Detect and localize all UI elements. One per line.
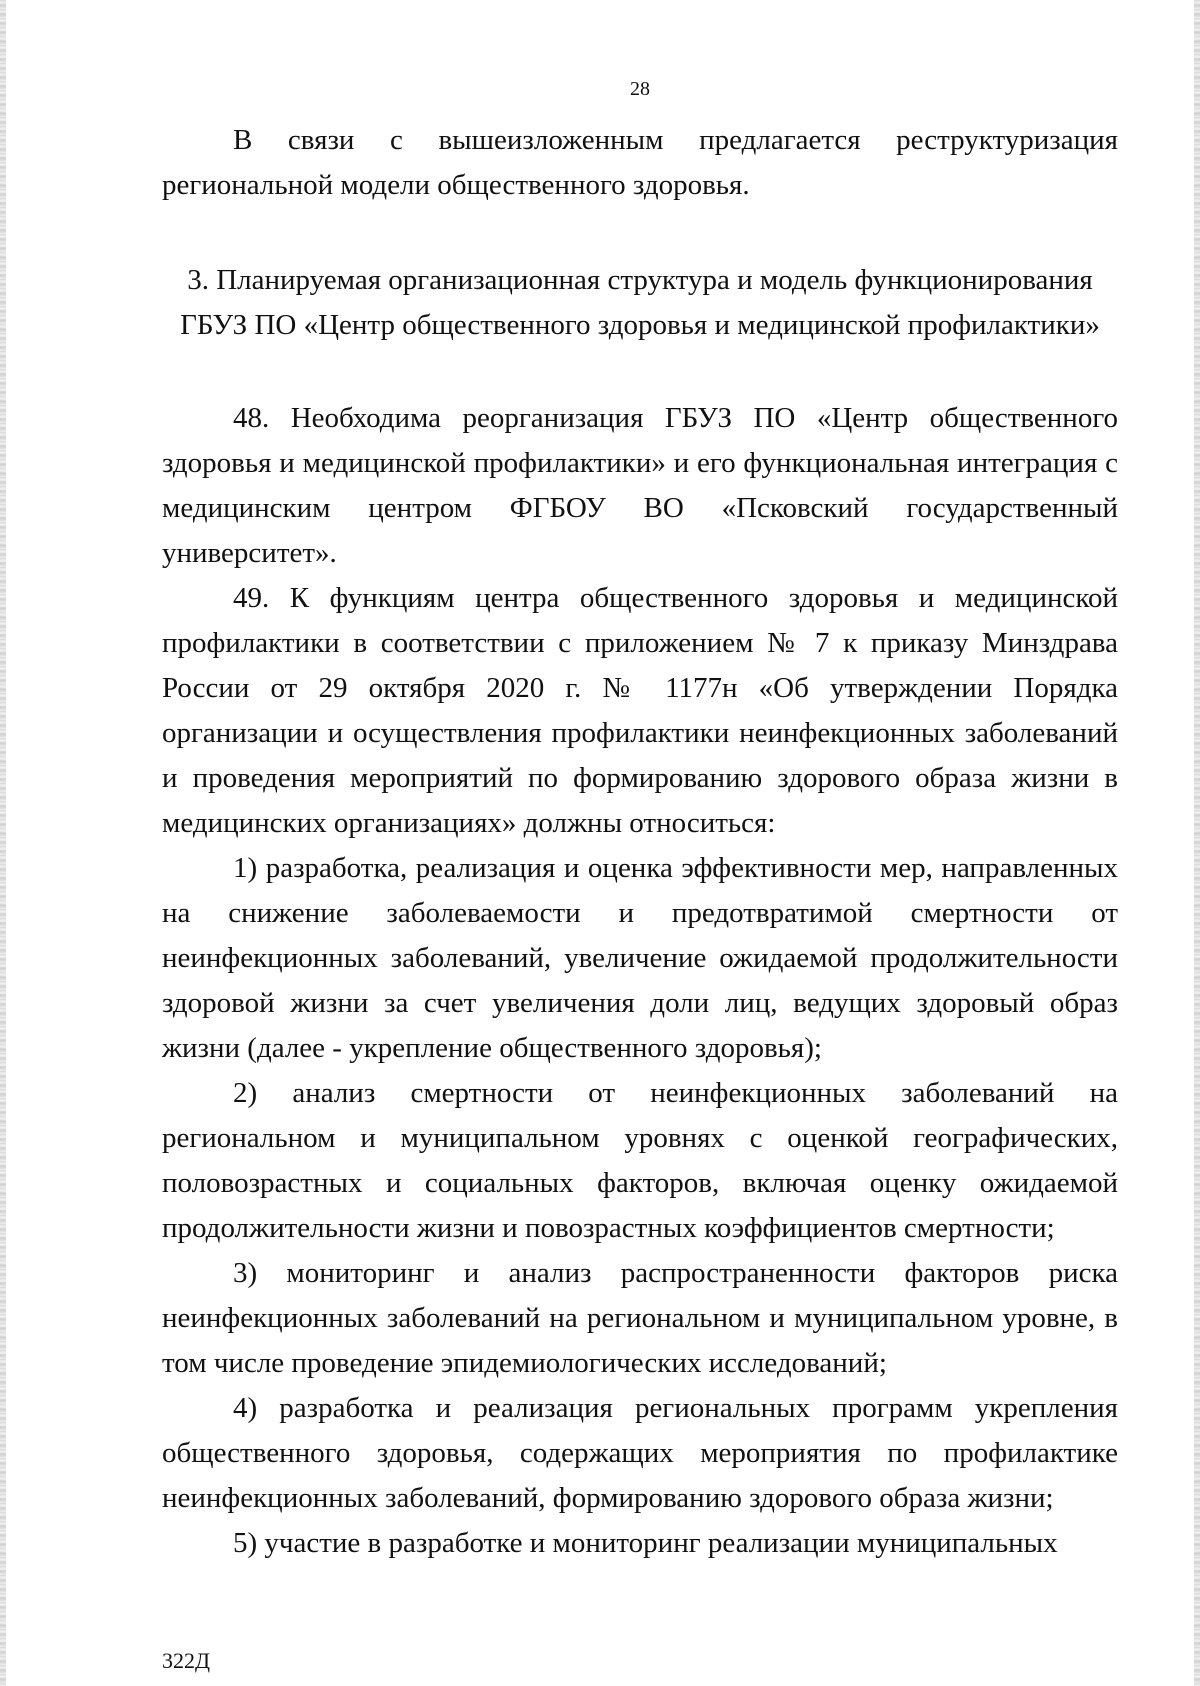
- list-item-2: 2) анализ смертности от неинфекционных заболеваний на региональном и муниципальном уровнях с оценкой географических, половозрастных и социальных факторов, включая оценку ожидаемой продолжительности жизни и повозрастных коэффициентов смертности;: [162, 1077, 1118, 1244]
- document-body: [162, 118, 1118, 1566]
- paragraph-48: 48. Необходима реорганизация ГБУЗ ПО «Центр общественного здоровья и медицинской профилактики» и его функциональная интеграция с медицинским центром ФГБОУ ВО «Псковский государственный университет».: [162, 402, 1118, 569]
- document-code: 322Д: [162, 1648, 211, 1673]
- list-item-1: 1) разработка, реализация и оценка эффективности мер, направленных на снижение заболеваемости и предотвратимой смертности от неинфекционных заболеваний, увеличение ожидаемой продолжительности здоровой жизни за счет увеличения доли лиц, ведущих здоровый образ жизни (далее - укрепление общественного здоровья);: [162, 852, 1118, 1064]
- paragraph-49: 49. К функциям центра общественного здоровья и медицинской профилактики в соответствии с приложением № 7 к приказу Минздрава России от 29 октября 2020 г. № 1177н «Об утверждении Порядка организации и осуществления профилактики неинфекционных заболеваний и проведения мероприятий по формированию здорового образа жизни в медицинских организациях» должны относиться:: [162, 582, 1118, 839]
- scan-edge-left: [0, 0, 6, 1686]
- section-heading: 3. Планируемая организационная структура и модель функционирования ГБУЗ ПО «Центр общественного здоровья и медицинской профилактики»: [180, 264, 1100, 341]
- intro-paragraph: В связи с вышеизложенным предлагается реструктуризация региональной модели общественного здоровья.: [162, 124, 1118, 201]
- list-item-3: 3) мониторинг и анализ распространенности факторов риска неинфекционных заболеваний на региональном и муниципальном уровне, в том числе проведение эпидемиологических исследований;: [162, 1257, 1118, 1379]
- list-item-4: 4) разработка и реализация региональных программ укрепления общественного здоровья, содержащих мероприятия по профилактике неинфекционных заболеваний, формированию здорового образа жизни;: [162, 1392, 1118, 1514]
- list-item-5: 5) участие в разработке и мониторинг реализации муниципальных: [233, 1527, 1058, 1559]
- scan-edge-right: [1194, 0, 1200, 1686]
- page-number: 28: [630, 78, 650, 100]
